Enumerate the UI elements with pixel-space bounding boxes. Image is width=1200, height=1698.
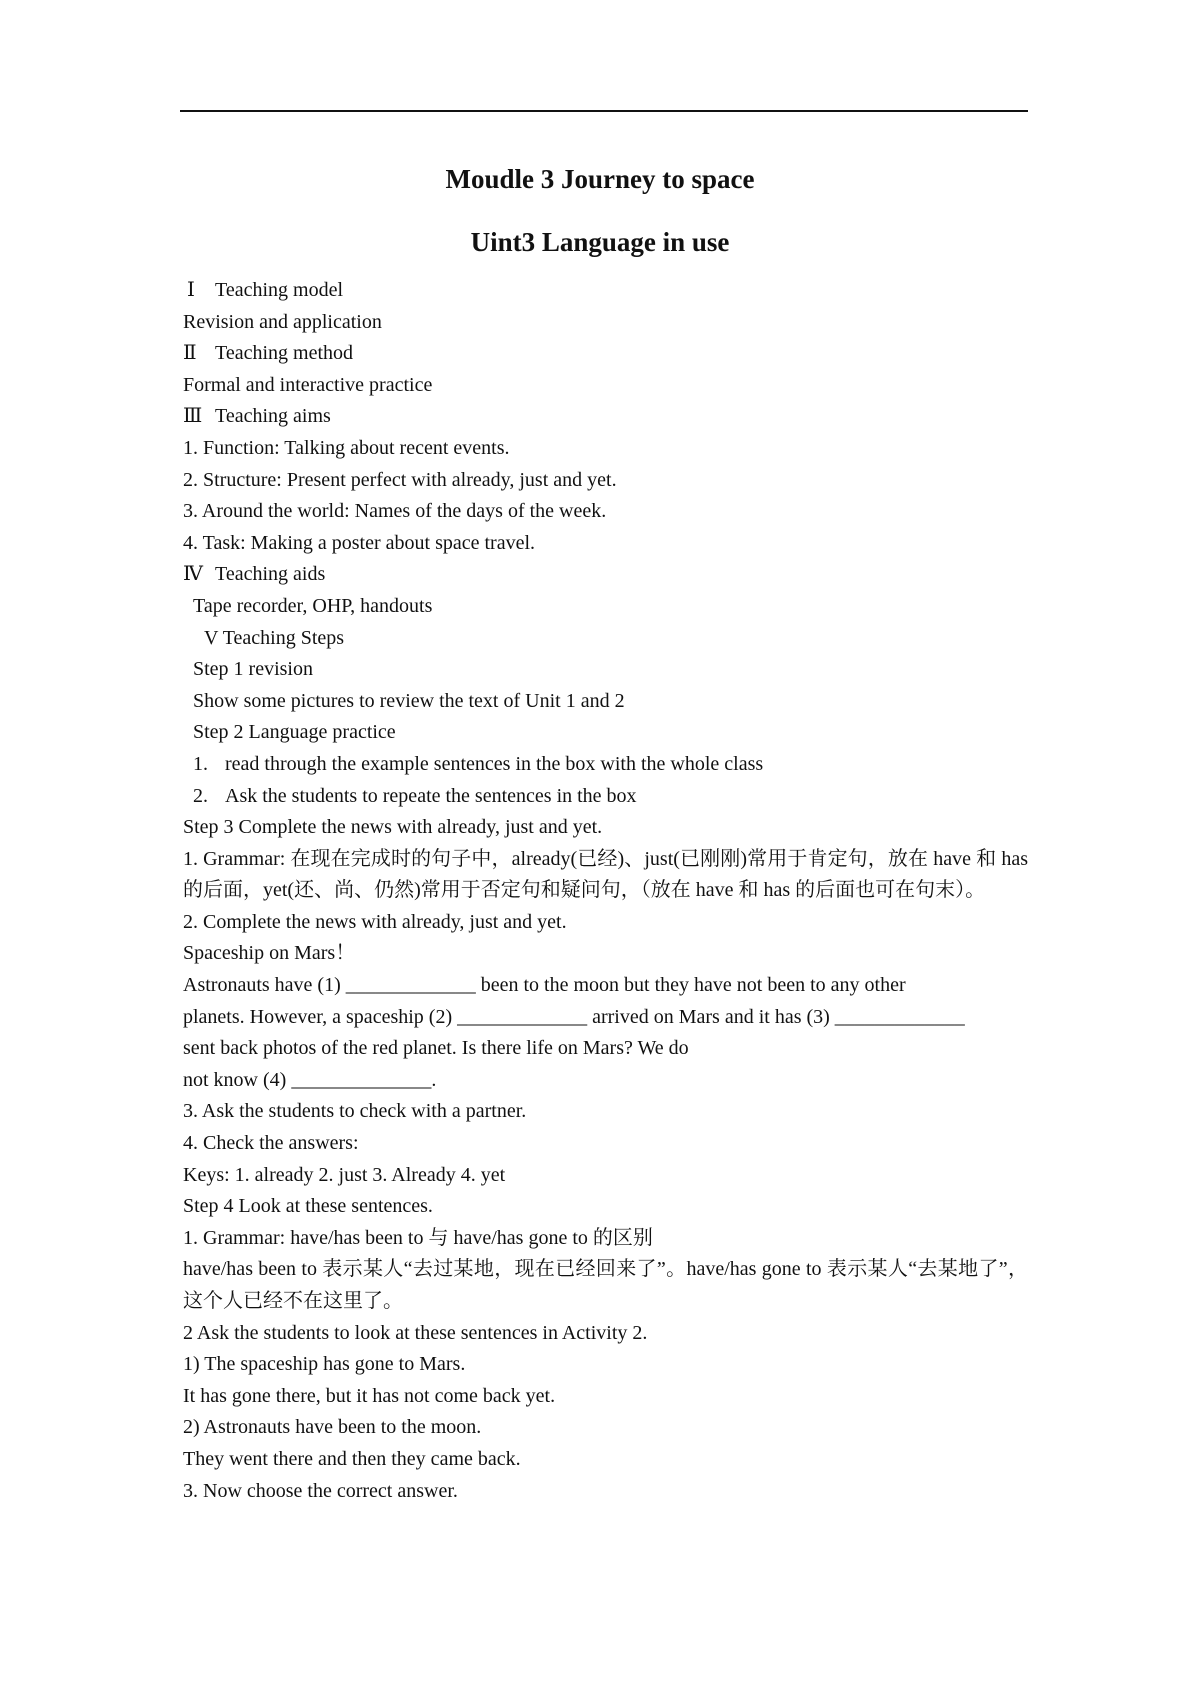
list-number: 2. (193, 784, 208, 807)
aim-item: 4. Task: Making a poster about space travel. (183, 531, 536, 554)
task-text: 3. Ask the students to check with a partner. (183, 1100, 527, 1123)
news-text: Astronauts have (1) _____________ been to the moon but they have not been to any other (183, 974, 906, 997)
header-rule (180, 110, 1028, 112)
roman-numeral: Ⅲ (183, 405, 203, 428)
roman-numeral: Ⅳ (183, 563, 203, 586)
list-item (183, 749, 1028, 781)
answer-keys: Keys: 1. already 2. just 3. Already 4. yet (183, 1163, 506, 1186)
news-text: sent back photos of the red planet. Is there life on Mars? We do (183, 1037, 689, 1060)
step-heading: Step 2 Language practice (193, 721, 396, 744)
list-item (183, 781, 1028, 813)
step-heading: Step 3 Complete the news with already, just and yet. (183, 816, 603, 839)
section-heading-text: Teaching aids (215, 563, 326, 586)
section-heading (183, 275, 1028, 307)
task-text: 2 Ask the students to look at these sentences in Activity 2. (183, 1321, 648, 1344)
document-title: Moudle 3 Journey to space (445, 164, 755, 194)
list-text: read through the example sentences in the box with the whole class (225, 752, 764, 775)
aim-item: 2. Structure: Present perfect with already, just and yet. (183, 468, 617, 491)
roman-numeral: Ⅱ (183, 342, 197, 365)
grammar-note: 1. Grammar: 在现在完成时的句子中，already(已经)、just(已刚刚)常用于肯定句，放在 have 和 has 的后面，yet(还、尚、仍然)常用于否定句和疑问句，（放在 have 和 has 的后面也可在句末）。 (183, 847, 1028, 902)
roman-numeral: Ⅰ (187, 279, 195, 301)
example-sentence: 2) Astronauts have been to the moon. (183, 1416, 482, 1439)
section-text: Formal and interactive practice (183, 373, 433, 396)
news-title: Spaceship on Mars！ (183, 942, 356, 965)
section-heading (183, 338, 1028, 370)
aim-item: 3. Around the world: Names of the days of the week. (183, 500, 607, 523)
list-text: Ask the students to repeate the sentences in the box (225, 784, 637, 807)
document-subtitle: Uint3 Language in use (470, 227, 730, 257)
step-heading: Step 1 revision (193, 658, 313, 681)
example-sentence: 1) The spaceship has gone to Mars. (183, 1353, 466, 1376)
section-heading-text: Teaching model (215, 279, 343, 301)
step-text: Show some pictures to review the text of Unit 1 and 2 (193, 689, 625, 712)
task-text: 2. Complete the news with already, just and yet. (183, 910, 567, 933)
section-text: Revision and application (183, 310, 382, 333)
section-heading-text: Teaching method (215, 342, 353, 365)
section-heading (183, 401, 1028, 433)
section-text: Tape recorder, OHP, handouts (193, 594, 433, 617)
list-number: 1. (193, 752, 208, 775)
section-heading (183, 559, 1028, 591)
example-note: It has gone there, but it has not come back yet. (183, 1384, 556, 1407)
task-text: 4. Check the answers: (183, 1132, 359, 1155)
grammar-title: 1. Grammar: have/has been to 与 have/has gone to 的区别 (183, 1226, 653, 1249)
news-text: planets. However, a spaceship (2) _____________ arrived on Mars and it has (3) _____________ (183, 1005, 965, 1028)
document-body (183, 275, 1028, 1507)
grammar-note: have/has been to 表示某人“去过某地，现在已经回来了”。have/has gone to 表示某人“去某地了”，这个人已经不在这里了。 (183, 1258, 1028, 1312)
example-note: They went there and then they came back. (183, 1447, 521, 1470)
aim-item: 1. Function: Talking about recent events. (183, 436, 510, 459)
task-text: 3. Now choose the correct answer. (183, 1479, 458, 1502)
section-heading: V Teaching Steps (204, 626, 345, 649)
news-text: not know (4) ______________. (183, 1068, 437, 1091)
section-heading-text: Teaching aims (215, 405, 331, 428)
step-heading: Step 4 Look at these sentences. (183, 1195, 433, 1218)
